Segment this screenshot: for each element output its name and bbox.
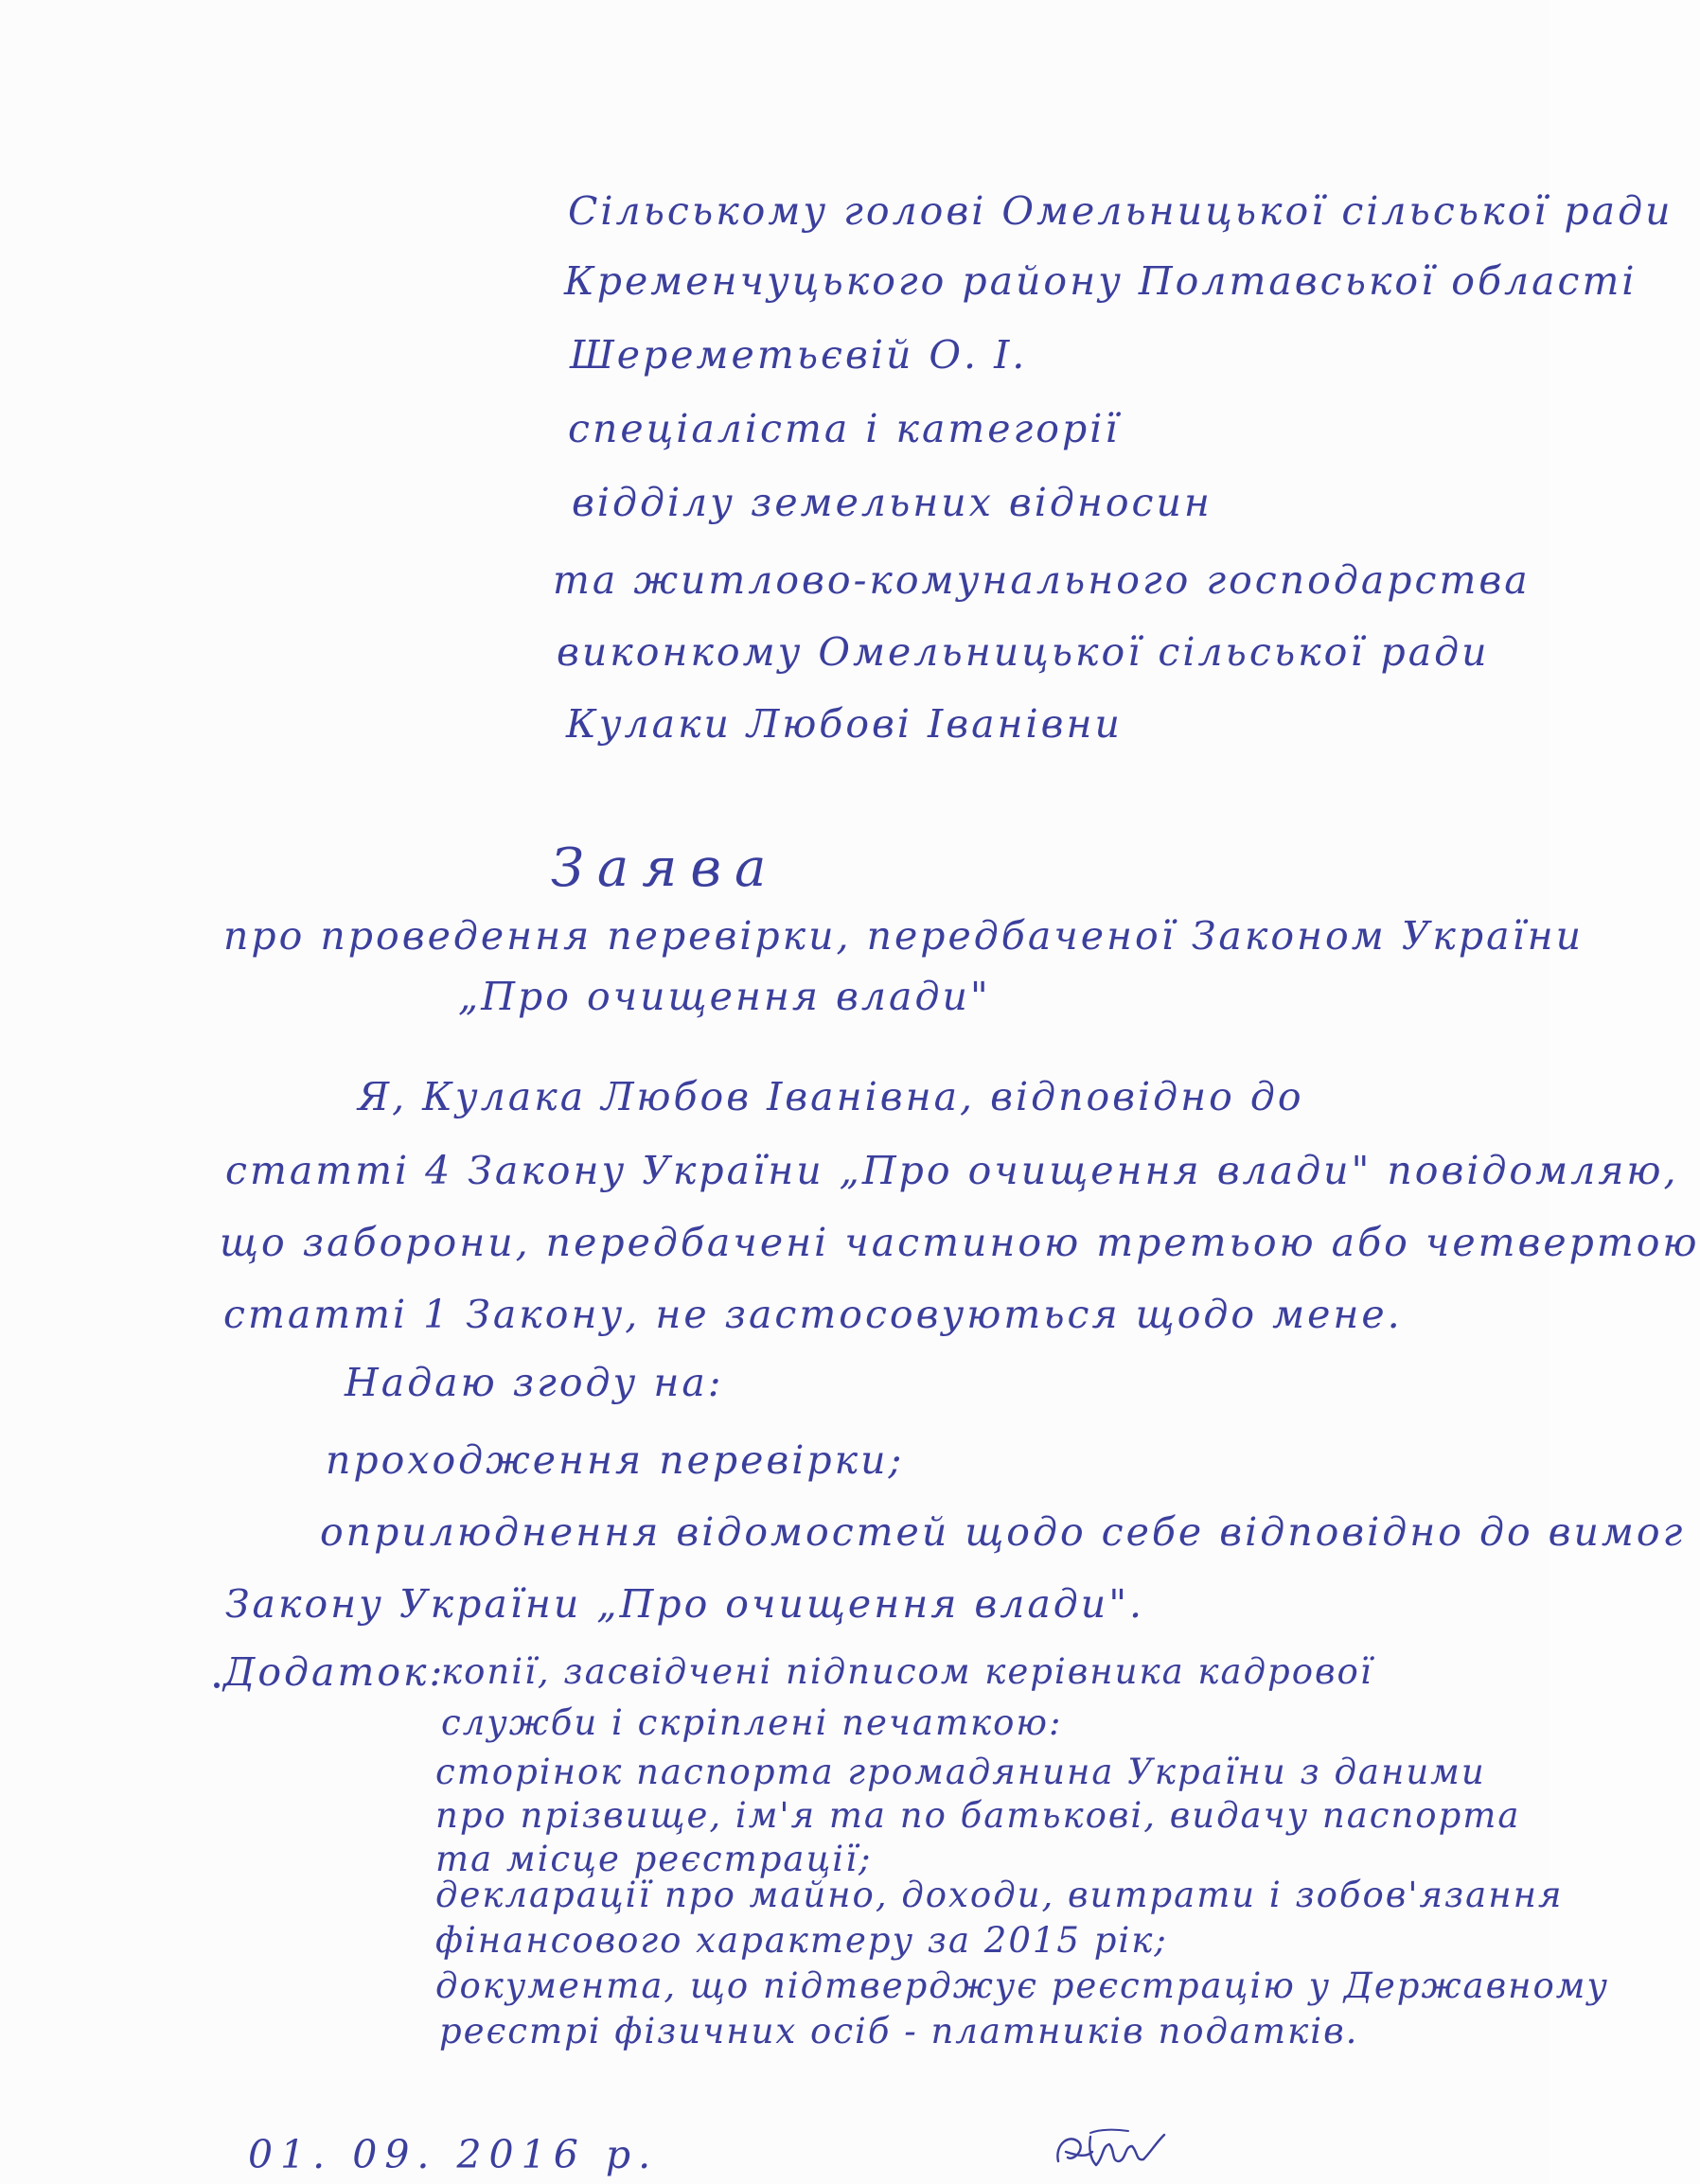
- attachment-line: декларації про майно, доходи, витрати і зобов'язання: [435, 1875, 1564, 1915]
- body-line: проходження перевірки;: [326, 1437, 905, 1483]
- attachment-line: документа, що підтверджує реєстрацію у Державному: [435, 1965, 1609, 2006]
- attachment-line: та місце реєстрації;: [435, 1839, 873, 1879]
- addressee-line: спеціаліста і категорії: [568, 406, 1121, 451]
- body-line: оприлюднення відомостей щодо себе відповідно до вимог: [320, 1509, 1686, 1555]
- addressee-line: відділу земельних відносин: [572, 480, 1213, 525]
- body-line: Надаю згоду на:: [345, 1360, 724, 1405]
- attachment-line: копії, засвідчені підписом керівника кадрової: [441, 1651, 1373, 1692]
- attachment-line: служби і скріплені печаткою:: [441, 1702, 1063, 1743]
- body-line: статті 4 Закону України „Про очищення влади" повідомляю,: [225, 1148, 1679, 1193]
- attachment-line: фінансового характеру за 2015 рік;: [435, 1920, 1168, 1961]
- signature: [1049, 2123, 1174, 2176]
- subject-line: „Про очищення влади": [458, 974, 991, 1019]
- addressee-line: Сільському головi Омельницької сільської ради: [568, 188, 1673, 234]
- body-line: статті 1 Закону, не застосовуються щодо мене.: [223, 1292, 1403, 1337]
- body-line: що заборони, передбачені частиною третьою або четвертою: [220, 1220, 1700, 1265]
- addressee-line: Кременчуцького району Полтавської області: [564, 258, 1638, 304]
- subject-line: про проведення перевірки, передбаченої Законом України: [223, 913, 1585, 959]
- attachment-line: сторінок паспорта громадянина України з даними: [435, 1752, 1486, 1792]
- document-date: 01. 09. 2016 р.: [248, 2132, 659, 2177]
- attachment-line: про прізвище, ім'я та по батькові, видачу паспорта: [435, 1795, 1521, 1836]
- addressee-line: та житлово-комунального господарства: [553, 557, 1531, 603]
- attachment-label: Додаток:: [223, 1649, 446, 1695]
- document-title: Заява: [551, 837, 780, 899]
- addressee-line: виконкому Омельницької сільської ради: [557, 629, 1490, 675]
- body-line: Закону України „Про очищення влади".: [225, 1581, 1145, 1627]
- addressee-line: Кулаки Любові Іванівни: [566, 701, 1123, 747]
- addressee-line: Шереметьєвій О. І.: [570, 332, 1028, 378]
- bullet-dot: [214, 1682, 220, 1688]
- body-line: Я, Кулака Любов Іванівна, відповідно до: [358, 1074, 1304, 1119]
- attachment-line: реєстрі фізичних осіб - платників податків.: [439, 2011, 1359, 2052]
